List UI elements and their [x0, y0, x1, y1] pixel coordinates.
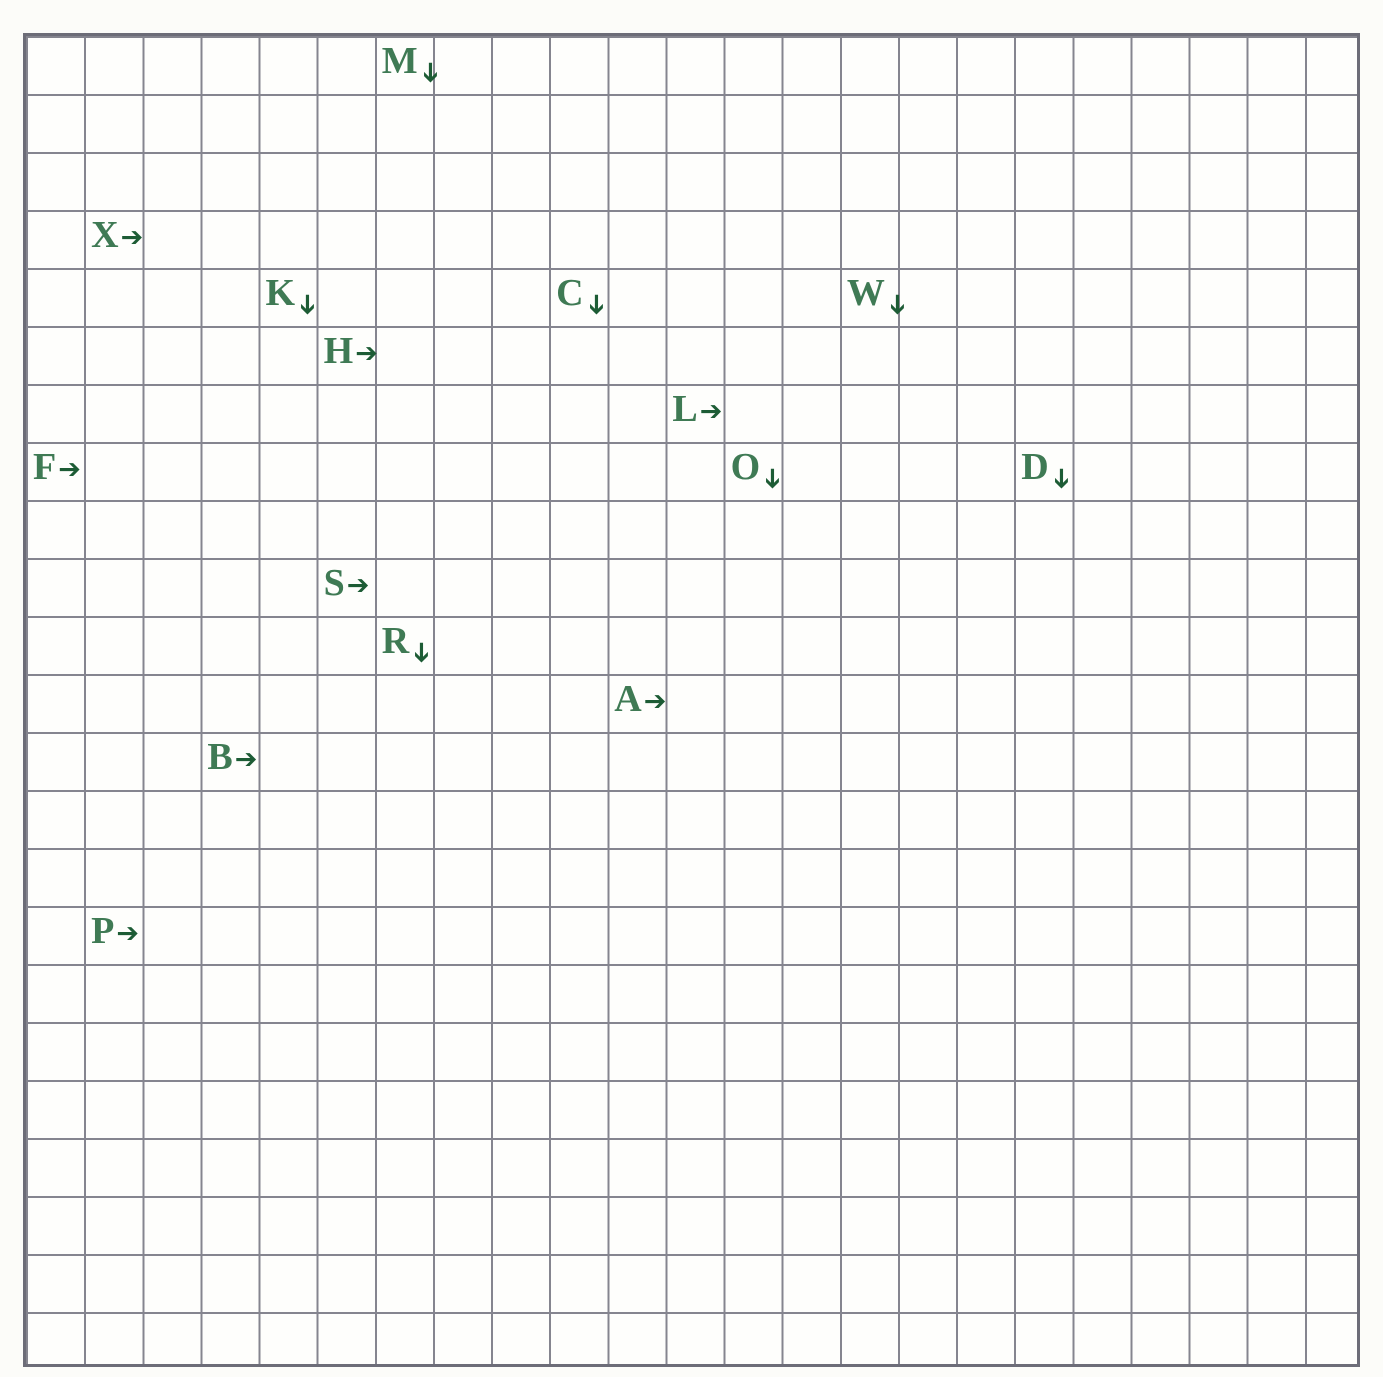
arrow-down-icon: ➔ [406, 641, 438, 664]
clue-letter: A [614, 678, 642, 720]
clue-letter: W [846, 272, 885, 314]
clue-marker-d [1021, 446, 1077, 492]
arrow-down-icon: ➔ [881, 293, 913, 316]
clue-letter: P [91, 910, 115, 952]
clue-marker-h [324, 332, 378, 370]
clue-letter: S [323, 562, 345, 604]
clue-marker-s [324, 564, 370, 602]
clue-marker-o [730, 446, 788, 492]
clue-marker-k [265, 272, 323, 318]
clue-letter: K [265, 272, 296, 314]
arrow-right-icon: ➔ [116, 918, 139, 949]
arrow-right-icon: ➔ [643, 686, 667, 717]
arrow-down-icon: ➔ [1045, 467, 1077, 490]
arrow-right-icon: ➔ [58, 454, 81, 485]
puzzle-grid [23, 33, 1360, 1367]
arrow-down-icon: ➔ [291, 293, 323, 316]
arrow-down-icon: ➔ [580, 293, 612, 316]
arrow-down-icon: ➔ [756, 467, 788, 490]
arrow-right-icon: ➔ [346, 570, 370, 601]
clue-marker-c [556, 272, 612, 318]
clue-marker-m [381, 40, 446, 86]
arrow-right-icon: ➔ [699, 396, 723, 427]
clue-letter: M [381, 40, 418, 82]
clue-letter: B [207, 736, 233, 778]
arrow-right-icon: ➔ [234, 744, 258, 775]
clue-letter: O [730, 446, 761, 488]
arrow-right-icon: ➔ [355, 338, 378, 369]
clue-marker-b [207, 738, 257, 776]
clue-letter: D [1021, 446, 1049, 488]
clue-letter: H [323, 330, 354, 372]
arrow-right-icon: ➔ [120, 222, 144, 253]
clue-marker-a [614, 680, 666, 718]
clue-letter: L [672, 388, 698, 430]
clue-letter: F [33, 446, 57, 488]
arrow-down-icon: ➔ [414, 61, 446, 84]
clue-marker-f [33, 448, 81, 486]
clue-marker-r [381, 620, 438, 666]
clue-letter: C [556, 272, 584, 314]
clue-marker-l [672, 390, 722, 428]
clue-letter: X [91, 214, 119, 256]
clue-letter: R [381, 620, 410, 662]
clue-marker-p [91, 912, 139, 950]
clue-marker-w [846, 272, 913, 318]
clue-marker-x [91, 216, 143, 254]
